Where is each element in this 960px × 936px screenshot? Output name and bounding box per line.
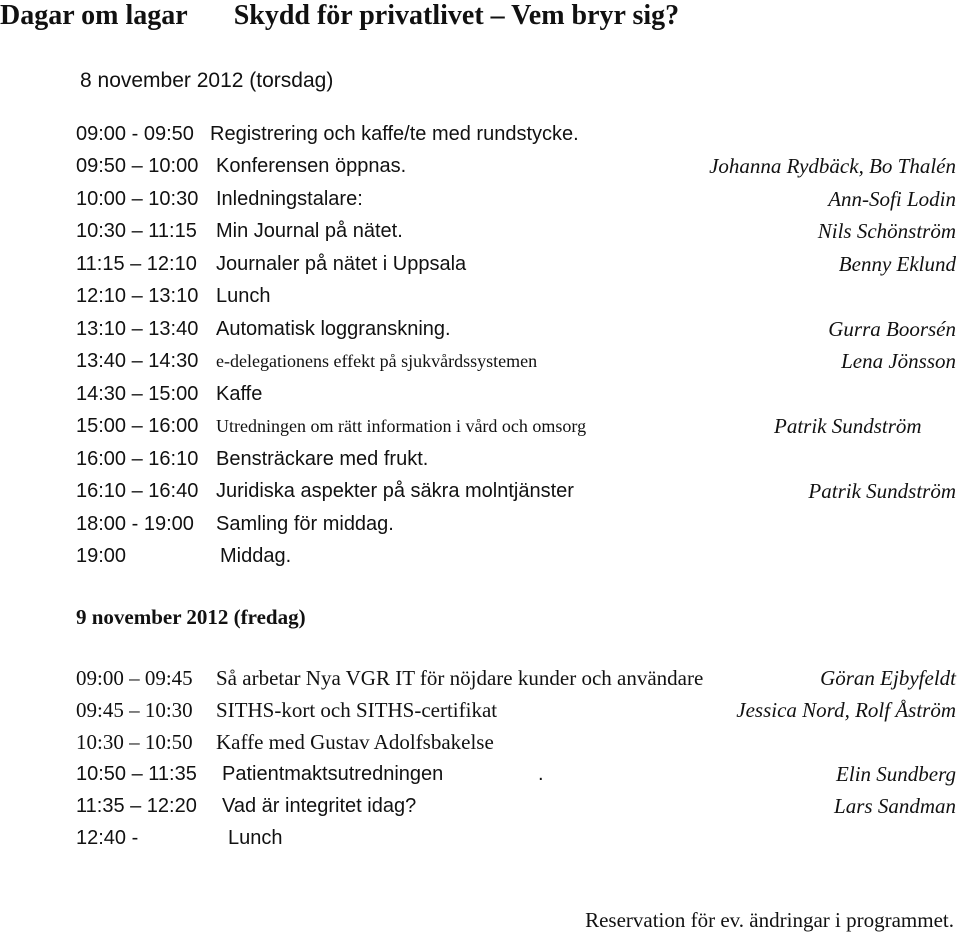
row-time: 15:00 – 16:00 xyxy=(76,415,199,437)
row-event: SITHS-kort och SITHS-certifikat xyxy=(216,698,498,722)
row-speaker: Patrik Sundström xyxy=(774,414,922,438)
schedule-row xyxy=(76,250,956,278)
row-time: 18:00 - 19:00 xyxy=(76,513,194,535)
row-event: Utredningen om rätt information i vård och omsorg xyxy=(216,416,587,436)
title-right: Skydd för privatlivet – Vem bryr sig? xyxy=(233,0,680,31)
row-time: 12:10 – 13:10 xyxy=(76,285,199,307)
row-speaker: Jessica Nord, Rolf Åström xyxy=(736,698,956,722)
schedule-row xyxy=(76,824,956,852)
day2-heading: 9 november 2012 (fredag) xyxy=(76,605,306,629)
title-left: Dagar om lagar xyxy=(0,0,188,31)
row-speaker: Gurra Boorsén xyxy=(828,317,956,341)
row-time: 11:35 – 12:20 xyxy=(76,795,197,817)
schedule-row xyxy=(76,347,956,375)
row-speaker: Johanna Rydbäck, Bo Thalén xyxy=(709,154,956,178)
page-title xyxy=(0,0,679,32)
row-event: Så arbetar Nya VGR IT för nöjdare kunder och användare xyxy=(216,666,704,690)
row-event: Kaffe med Gustav Adolfsbakelse xyxy=(216,730,494,754)
footer-note: Reservation för ev. ändringar i programmet. xyxy=(585,908,954,932)
schedule-row xyxy=(76,696,956,724)
row-time: 09:00 - 09:50 xyxy=(76,123,194,145)
row-speaker: Lena Jönsson xyxy=(841,349,956,373)
schedule-row xyxy=(76,380,956,408)
row-time: 10:50 – 11:35 xyxy=(76,763,197,785)
row-speaker: Göran Ejbyfeldt xyxy=(820,666,956,690)
schedule-row xyxy=(76,282,956,310)
row-speaker: Lars Sandman xyxy=(834,794,956,818)
row-time: 09:00 – 09:45 xyxy=(76,666,193,690)
row-event: Min Journal på nätet. xyxy=(216,220,403,242)
day1-heading: 8 november 2012 (torsdag) xyxy=(80,69,334,92)
row-event: Bensträckare med frukt. xyxy=(216,448,429,470)
row-event: Automatisk loggranskning. xyxy=(216,318,451,340)
row-event: Juridiska aspekter på säkra molntjänster xyxy=(216,480,574,502)
row-event: e-delegationens effekt på sjukvårdssystemen xyxy=(216,351,538,371)
schedule-row xyxy=(76,120,956,148)
schedule-row xyxy=(76,664,956,692)
row-time: 13:40 – 14:30 xyxy=(76,350,199,372)
schedule-row xyxy=(76,185,956,213)
schedule-row xyxy=(76,315,956,343)
row-time: 10:30 – 10:50 xyxy=(76,730,193,754)
schedule-row xyxy=(76,760,956,788)
row-event: Konferensen öppnas. xyxy=(216,155,407,177)
row-event: Inledningstalare: xyxy=(216,188,363,210)
row-event: Journaler på nätet i Uppsala xyxy=(216,253,467,275)
row-speaker: Patrik Sundström xyxy=(808,479,956,503)
schedule-row xyxy=(76,477,956,505)
schedule-row xyxy=(76,728,956,756)
row-speaker: Benny Eklund xyxy=(838,252,956,276)
row-event: Samling för middag. xyxy=(216,513,394,535)
row-time: 09:50 – 10:00 xyxy=(76,155,199,177)
row-event: Registrering och kaffe/te med rundstycke. xyxy=(210,123,579,145)
row-time: 16:10 – 16:40 xyxy=(76,480,199,502)
row-time: 13:10 – 13:40 xyxy=(76,318,199,340)
row-event: Kaffe xyxy=(216,383,263,405)
row-time: 11:15 – 12:10 xyxy=(76,253,197,275)
schedule-row xyxy=(76,445,956,473)
schedule-row xyxy=(76,217,956,245)
row-time: 16:00 – 16:10 xyxy=(76,448,199,470)
row-event: Vad är integritet idag? xyxy=(222,795,417,817)
row-event: Lunch xyxy=(228,827,283,849)
schedule-row xyxy=(76,510,956,538)
row-event: Lunch xyxy=(216,285,271,307)
row-event: Middag. xyxy=(220,545,292,567)
row-time: 12:40 - xyxy=(76,827,139,849)
row-speaker: Nils Schönström xyxy=(817,219,956,243)
row-speaker: Elin Sundberg xyxy=(836,762,956,786)
schedule-row xyxy=(76,152,956,180)
schedule-row xyxy=(76,542,956,570)
row-time: 10:00 – 10:30 xyxy=(76,188,199,210)
schedule-row xyxy=(76,412,956,440)
row-speaker: Ann-Sofi Lodin xyxy=(828,187,956,211)
row-dot: . xyxy=(538,763,544,785)
row-time: 09:45 – 10:30 xyxy=(76,698,193,722)
schedule-row xyxy=(76,792,956,820)
row-event: Patientmaktsutredningen xyxy=(222,763,444,785)
row-time: 14:30 – 15:00 xyxy=(76,383,199,405)
row-time: 19:00 xyxy=(76,545,127,567)
row-time: 10:30 – 11:15 xyxy=(76,220,197,242)
